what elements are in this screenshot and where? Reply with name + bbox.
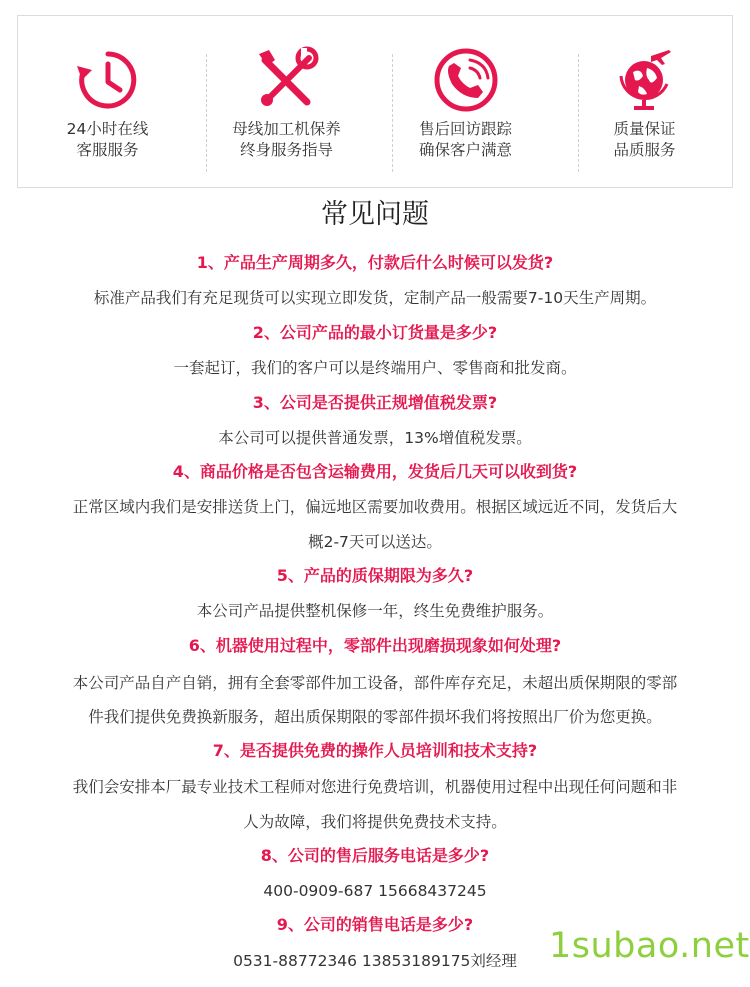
- faq-answer: 我们会安排本厂最专业技术工程师对您进行免费培训，机器使用过程中出现任何问题和非: [72, 778, 678, 796]
- faq-question: 2、公司产品的最小订货量是多少?: [252, 323, 498, 342]
- faq-answer: 一套起订，我们的客户可以是终端用户、零售商和批发商。: [173, 359, 577, 377]
- faq-question: 4、商品价格是否包含运输费用，发货后几天可以收到货?: [172, 462, 578, 481]
- service-subtitle: 确保客户满意: [418, 141, 512, 159]
- tools-icon: [253, 46, 321, 114]
- watermark: 1subao.net: [549, 926, 750, 966]
- service-title: 母线加工机保养: [232, 120, 341, 138]
- clock-icon: [74, 46, 142, 114]
- faq-question: 5、产品的质保期限为多久?: [276, 566, 474, 585]
- faq-answer: 正常区域内我们是安排送货上门，偏远地区需要加收费用。根据区域远近不同，发货后大: [72, 498, 678, 516]
- faq-title: 常见问题: [321, 199, 429, 230]
- service-title: 质量保证: [613, 120, 676, 138]
- faq-answer: 本公司可以提供普通发票，13%增值税发票。: [218, 429, 532, 447]
- service-follow-up: [376, 16, 555, 187]
- faq-question: 6、机器使用过程中，零部件出现磨损现象如何处理?: [188, 636, 562, 655]
- faq-answer: 件我们提供免费换新服务，超出质保期限的零部件损坏我们将按照出厂价为您更换。: [88, 708, 662, 726]
- service-subtitle: 品质服务: [613, 141, 676, 159]
- faq-answer: 本公司产品自产自销，拥有全套零部件加工设备，部件库存充足，未超出质保期限的零部: [72, 674, 678, 692]
- service-online-support: [18, 16, 197, 187]
- service-maintenance: [197, 16, 376, 187]
- faq-question: 8、公司的售后服务电话是多少?: [260, 846, 490, 865]
- faq-question: 7、是否提供免费的操作人员培训和技术支持?: [212, 741, 538, 760]
- faq-question: 3、公司是否提供正规增值税发票?: [252, 393, 498, 412]
- globe-plane-icon: [611, 46, 679, 114]
- faq-answer: 400-0909-687 15668437245: [263, 882, 487, 900]
- service-features-box: [17, 15, 733, 188]
- service-quality: [555, 16, 734, 187]
- phone-icon: [432, 46, 500, 114]
- service-subtitle: 终身服务指导: [239, 141, 333, 159]
- faq-answer: 概2-7天可以送达。: [308, 533, 442, 551]
- service-subtitle: 客服服务: [76, 141, 139, 159]
- faq-answer: 人为故障，我们将提供免费技术支持。: [243, 813, 507, 831]
- faq-question: 1、产品生产周期多久，付款后什么时候可以发货?: [196, 253, 554, 272]
- faq-answer: 0531-88772346 13853189175刘经理: [233, 952, 517, 970]
- service-title: 售后回访跟踪: [418, 120, 512, 138]
- faq-answer: 本公司产品提供整机保修一年，终生免费维护服务。: [196, 602, 554, 620]
- service-title: 24小时在线: [66, 120, 149, 138]
- faq-question: 9、公司的销售电话是多少?: [276, 915, 474, 934]
- faq-answer: 标准产品我们有充足现货可以实现立即发货，定制产品一般需要7-10天生产周期。: [93, 289, 657, 307]
